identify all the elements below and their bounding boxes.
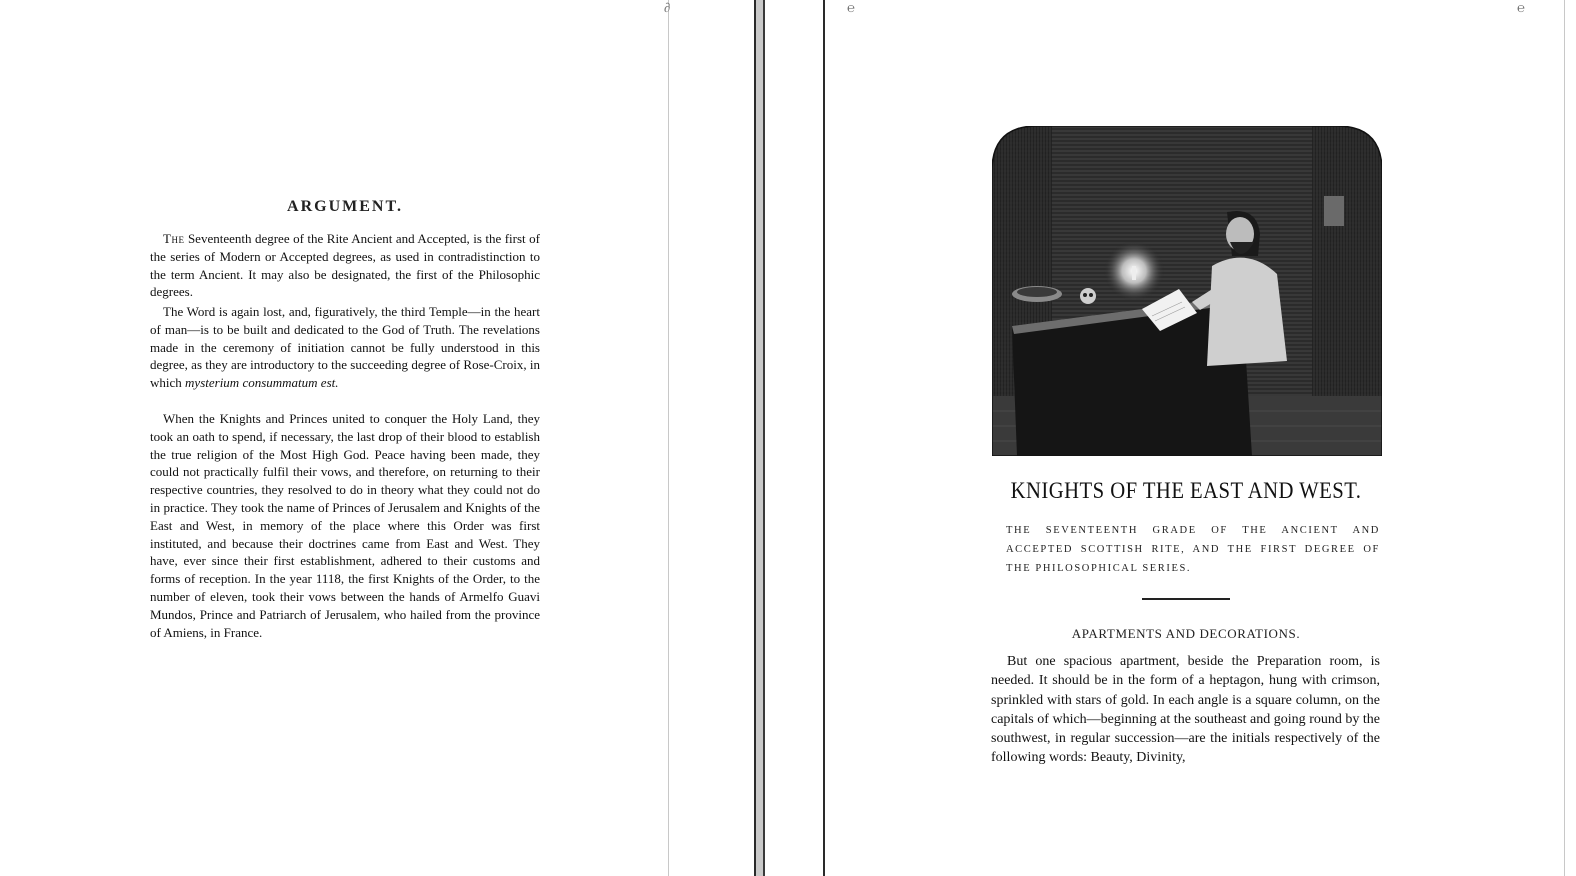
section-divider [1142,598,1230,600]
argument-paragraph-1 [150,230,540,301]
argument-paragraph-3 [150,410,540,641]
latin-phrase: mysterium consummatum est. [185,375,339,391]
paragraph-text: When the Knights and Princes united to conquer the Holy Land, they took an oath to spend, if necessary, the last drop of their blood to establish the true religion of the Most High God. Peace having been made, they could not practically fulfil their vows, and therefore, on returning to their respective countries, they resolved to do in theory what they could not do in practice. They took the name of Princes of Jerusalem and Knights of the East and West, in memory of the place where this Order was first instituted, and because their doctrines came from East and West. They have, ever since their first establishment, adhered to their customs and forms of reception. In the year 1118, the first Knights of the Order, to the number of eleven, took their vows between the hands of Armelfo Guavi Mundos, Prince and Patriarch of Jerusalem, who hailed from the province of Amiens, in France. [150,411,540,640]
page-right [765,0,1576,876]
body-paragraph: But one spacious apartment, beside the Preparation room, is needed. It should be in the form of a heptagon, hung with crimson, sprinkled with stars of gold. In each angle is a square column, on the capitals of which—beginning at the southeast and going round by the southwest, in regular succession—are the initials respectively of the following words: Beauty, Divinity, [991,654,1380,766]
page-edge-line [1564,0,1565,876]
page-left [0,0,693,876]
drop-lead-word: The [163,231,185,246]
chapter-title: KNIGHTS OF THE EAST AND WEST. [1010,478,1362,503]
argument-paragraph-2 [150,303,540,392]
page-edge-line [668,0,669,876]
paragraph-text: Seventeenth degree of the Rite Ancient and Accepted, is the first of the series of Modern or Accepted degrees, as used in contradistinction to the term Ancient. It may also be designated, the first of the Philosophic degrees. [150,231,540,300]
paragraph-text: The Word is again lost, and, figuratively, the third Temple—in the heart of man—is to be built and dedicated to the God of Truth. The revelations made in the ceremony of initiation cannot be fully understood in this degree, as they are introductory to the succeeding degree of Rose-Croix, in which [150,304,540,391]
page-gutter [754,0,765,876]
scan-corner-mark: ℮ [847,0,855,15]
section-heading: APARTMENTS AND DECORATIONS. [1071,626,1301,641]
chapter-subtitle: THE SEVENTEENTH GRADE OF THE ANCIENT AND ACCEPTED SCOTTISH RITE, AND THE FIRST DEGREE OF THE PHILOSOPHICAL SERIES. [1006,525,1380,574]
engraving-illustration [992,126,1382,456]
scan-corner-mark: ℮ [1517,0,1525,15]
page-edge-line [823,0,825,876]
argument-heading: ARGUMENT. [287,198,403,215]
scan-corner-mark: ∂ [664,0,671,15]
